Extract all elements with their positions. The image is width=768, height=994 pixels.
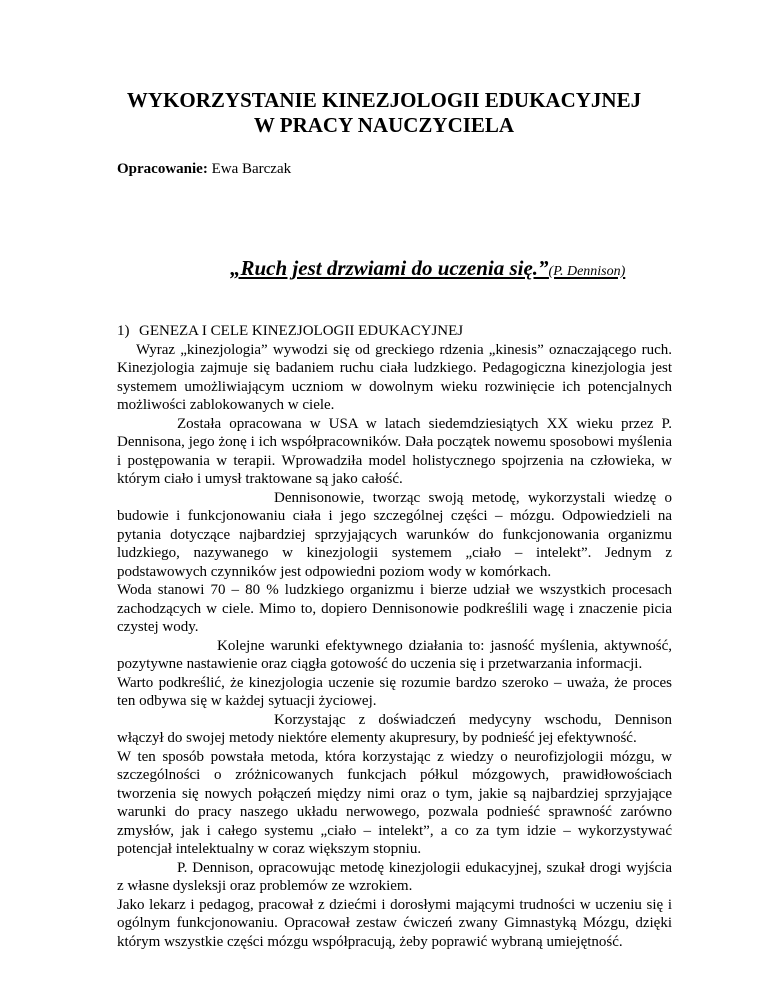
motto	[230, 255, 625, 285]
paragraph: Warto podkreślić, że kinezjologia uczenie się rozumie bardzo szeroko – uważa, że proces ten odbywa się w każdej sytuacji życiowej.	[117, 674, 672, 709]
section-heading-text: GENEZA I CELE KINEZJOLOGII EDUKACYJNEJ	[139, 323, 464, 339]
section-1	[117, 322, 672, 951]
title-line-1: WYKORZYSTANIE KINEZJOLOGII EDUKACYJNEJ	[126, 88, 642, 112]
motto-attribution: (P. Dennison)	[548, 264, 626, 279]
section-heading	[117, 322, 672, 341]
author-name: Ewa Barczak	[211, 161, 292, 177]
paragraph: Dennisonowie, tworząc swoją metodę, wykorzystali wiedzę o budowie i funkcjonowaniu ciała i jego szczególnej części – mózgu. Odpowiedzieli na pytania dotyczące najbardziej sprzyjających warunków do funkcjonowania organizmu ludzkiego, nazywanego w kinezjologii systemem „ciało – intelekt”. Jednym z podstawowych czynników jest odpowiedni poziom wody w komórkach.	[117, 489, 672, 580]
document-title	[0, 88, 768, 138]
paragraph: P. Dennison, opracowując metodę kinezjologii edukacyjnej, szukał drogi wyjścia z własne dysleksji oraz problemów ze wzrokiem.	[117, 859, 672, 894]
paragraph: Została opracowana w USA w latach siedemdziesiątych XX wieku przez P. Dennisona, jego żonę i ich współpracowników. Dała początek nowemu sposobowi myślenia i postępowania w terapii. Wprowadziła model holistycznego spojrzenia na człowieka, w którym ciało i umysł traktowane są jako całość.	[117, 415, 672, 487]
paragraph: Jako lekarz i pedagog, pracował z dziećmi i dorosłymi mającymi trudności w uczeniu się i ogólnym funkcjonowaniu. Opracował zestaw ćwiczeń zwany Gimnastyką Mózgu, dzięki którym wszystkie części mózgu współpracują, żeby poprawić wybraną umiejętność.	[117, 896, 672, 950]
paragraph: Wyraz „kinezjologia” wywodzi się od greckiego rdzenia „kinesis” oznaczającego ruch. Kinezjologia zajmuje się badaniem ruchu ciała ludzkiego. Pedagogiczna kinezjologia jest systemem umożliwiającym uczniom w dowolnym wieku rozwinięcie ich potencjalnych możliwości zablokowanych w ciele.	[117, 341, 672, 413]
motto-text: „Ruch jest drzwiami do uczenia się.”	[230, 256, 549, 280]
paragraph: W ten sposób powstała metoda, która korzystając z wiedzy o neurofizjologii mózgu, w szczególności o zróżnicowanych funkcjach półkul mózgowych, prawidłowościach tworzenia się nowych połączeń między nimi oraz o tym, jakie są najbardziej sprzyjające warunki do pracy naszego układu nerwowego, pozwala podnieść sprawność zarówno zmysłów, jak i całego systemu „ciało – intelekt”, a co za tym idzie – wykorzystywać potencjał intelektualny w coraz większym stopniu.	[117, 748, 672, 857]
author-label: Opracowanie:	[117, 161, 208, 177]
paragraph: Korzystając z doświadczeń medycyny wschodu, Dennison włączył do swojej metody niektóre elementy akupresury, by podnieść jej efektywność.	[117, 711, 672, 746]
title-line-2: W PRACY NAUCZYCIELA	[253, 113, 515, 137]
author-line	[117, 160, 291, 178]
paragraph: Kolejne warunki efektywnego działania to: jasność myślenia, aktywność, pozytywne nastawienie oraz ciągła gotowość do uczenia się i przetwarzania informacji.	[117, 637, 672, 672]
paragraph: Woda stanowi 70 – 80 % ludzkiego organizmu i bierze udział we wszystkich procesach zachodzących w ciele. Mimo to, dopiero Dennisonowie podkreślili wagę i znaczenie picia czystej wody.	[117, 582, 672, 635]
section-number: 1)	[117, 323, 130, 339]
